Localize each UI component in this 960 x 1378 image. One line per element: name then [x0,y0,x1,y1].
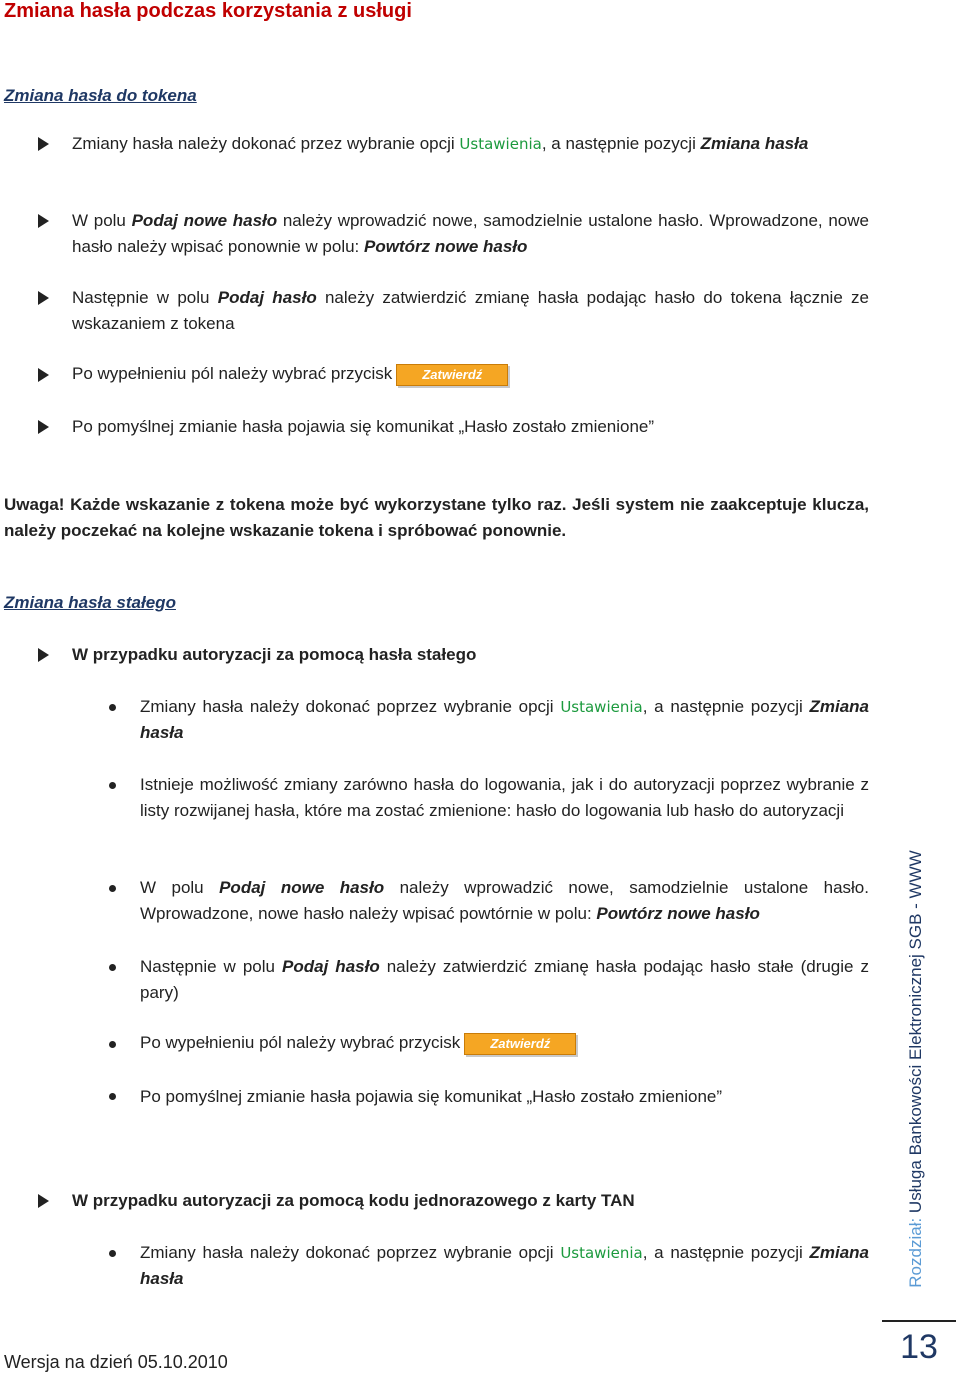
static-item-2: Istnieje możliwość zmiany zarówno hasła do logowania, jak i do autoryzacji poprzez wybranie z listy rozwijanej hasła, które ma zostać zmienione: hasło do logowania lub hasło do autoryzacji [140,775,869,820]
static-item-6: Po pomyślnej zmianie hasła pojawia się komunikat „Hasło zostało zmienione” [140,1087,723,1106]
bullet-dot-icon [109,1250,116,1257]
bullet-dot-icon [109,782,116,789]
settings-link[interactable]: Ustawienia [560,1244,643,1262]
token-item-5: Po pomyślnej zmianie hasła pojawia się komunikat „Hasło zostało zmienione” [72,417,655,436]
static-item-5: Po wypełnieniu pól należy wybrać przycisk Zatwierdź [140,1030,869,1056]
settings-link[interactable]: Ustawienia [560,698,643,716]
section-heading-token: Zmiana hasła do tokena [4,86,197,105]
bullet-dot-icon [109,885,116,892]
chapter-label: Rozdział: Usługa Bankowości Elektronicznej SGB - WWW [906,850,925,1288]
tan-item-1: Zmiany hasła należy dokonać poprzez wybranie opcji Ustawienia, a następnie pozycji Zmiana hasła [140,1243,869,1288]
token-item-2: W polu Podaj nowe hasło należy wprowadzić nowe, samodzielnie ustalone hasło. Wprowadzone, nowe hasło należy wpisać ponownie w polu: Powtórz nowe hasło [72,211,869,256]
bullet-dot-icon [109,704,116,711]
arrow-bullet-icon [38,648,49,662]
arrow-bullet-icon [38,137,49,151]
token-item-4: Po wypełnieniu pól należy wybrać przycisk Zatwierdź [72,361,869,387]
version-footer: Wersja na dzień 05.10.2010 [4,1352,228,1372]
page-number-box [882,1320,956,1372]
arrow-bullet-icon [38,1194,49,1208]
token-item-3: Następnie w polu Podaj hasło należy zatwierdzić zmianę hasła podając hasło do tokena łącznie ze wskazaniem z tokena [72,288,870,333]
warning-note: Uwaga! Każde wskazanie z tokena może być wykorzystane tylko raz. Jeśli system nie zaakceptuje klucza, należy poczekać na kolejne wskazanie tokena i spróbować ponownie. [4,495,869,540]
bullet-dot-icon [109,1041,116,1048]
static-item-4: Następnie w polu Podaj hasło należy zatwierdzić zmianę hasła podając hasło stałe (drugie z pary) [140,957,870,1002]
confirm-button[interactable]: Zatwierdź [396,364,508,386]
static-item-1: Zmiany hasła należy dokonać poprzez wybranie opcji Ustawienia, a następnie pozycji Zmiana hasła [140,697,869,742]
page-title: Zmiana hasła podczas korzystania z usługi [4,0,412,22]
tan-subheading: W przypadku autoryzacji za pomocą kodu jednorazowego z karty TAN [72,1191,635,1210]
page-number: 13 [900,1328,938,1366]
arrow-bullet-icon [38,291,49,305]
static-item-3: W polu Podaj nowe hasło należy wprowadzić nowe, samodzielnie ustalone hasło. Wprowadzone, nowe hasło należy wpisać powtórnie w polu: Powtórz nowe hasło [140,878,869,923]
arrow-bullet-icon [38,214,49,228]
chapter-sidebar [898,828,934,1310]
section-heading-static: Zmiana hasła stałego [4,593,176,612]
bullet-dot-icon [109,964,116,971]
token-item-1: Zmiany hasła należy dokonać przez wybranie opcji Ustawienia, a następnie pozycji Zmiana hasła [72,134,809,153]
bullet-dot-icon [109,1093,116,1100]
confirm-button[interactable]: Zatwierdź [464,1033,576,1055]
static-subheading: W przypadku autoryzacji za pomocą hasła stałego [72,645,477,664]
arrow-bullet-icon [38,420,49,434]
arrow-bullet-icon [38,368,49,382]
settings-link[interactable]: Ustawienia [459,135,542,153]
